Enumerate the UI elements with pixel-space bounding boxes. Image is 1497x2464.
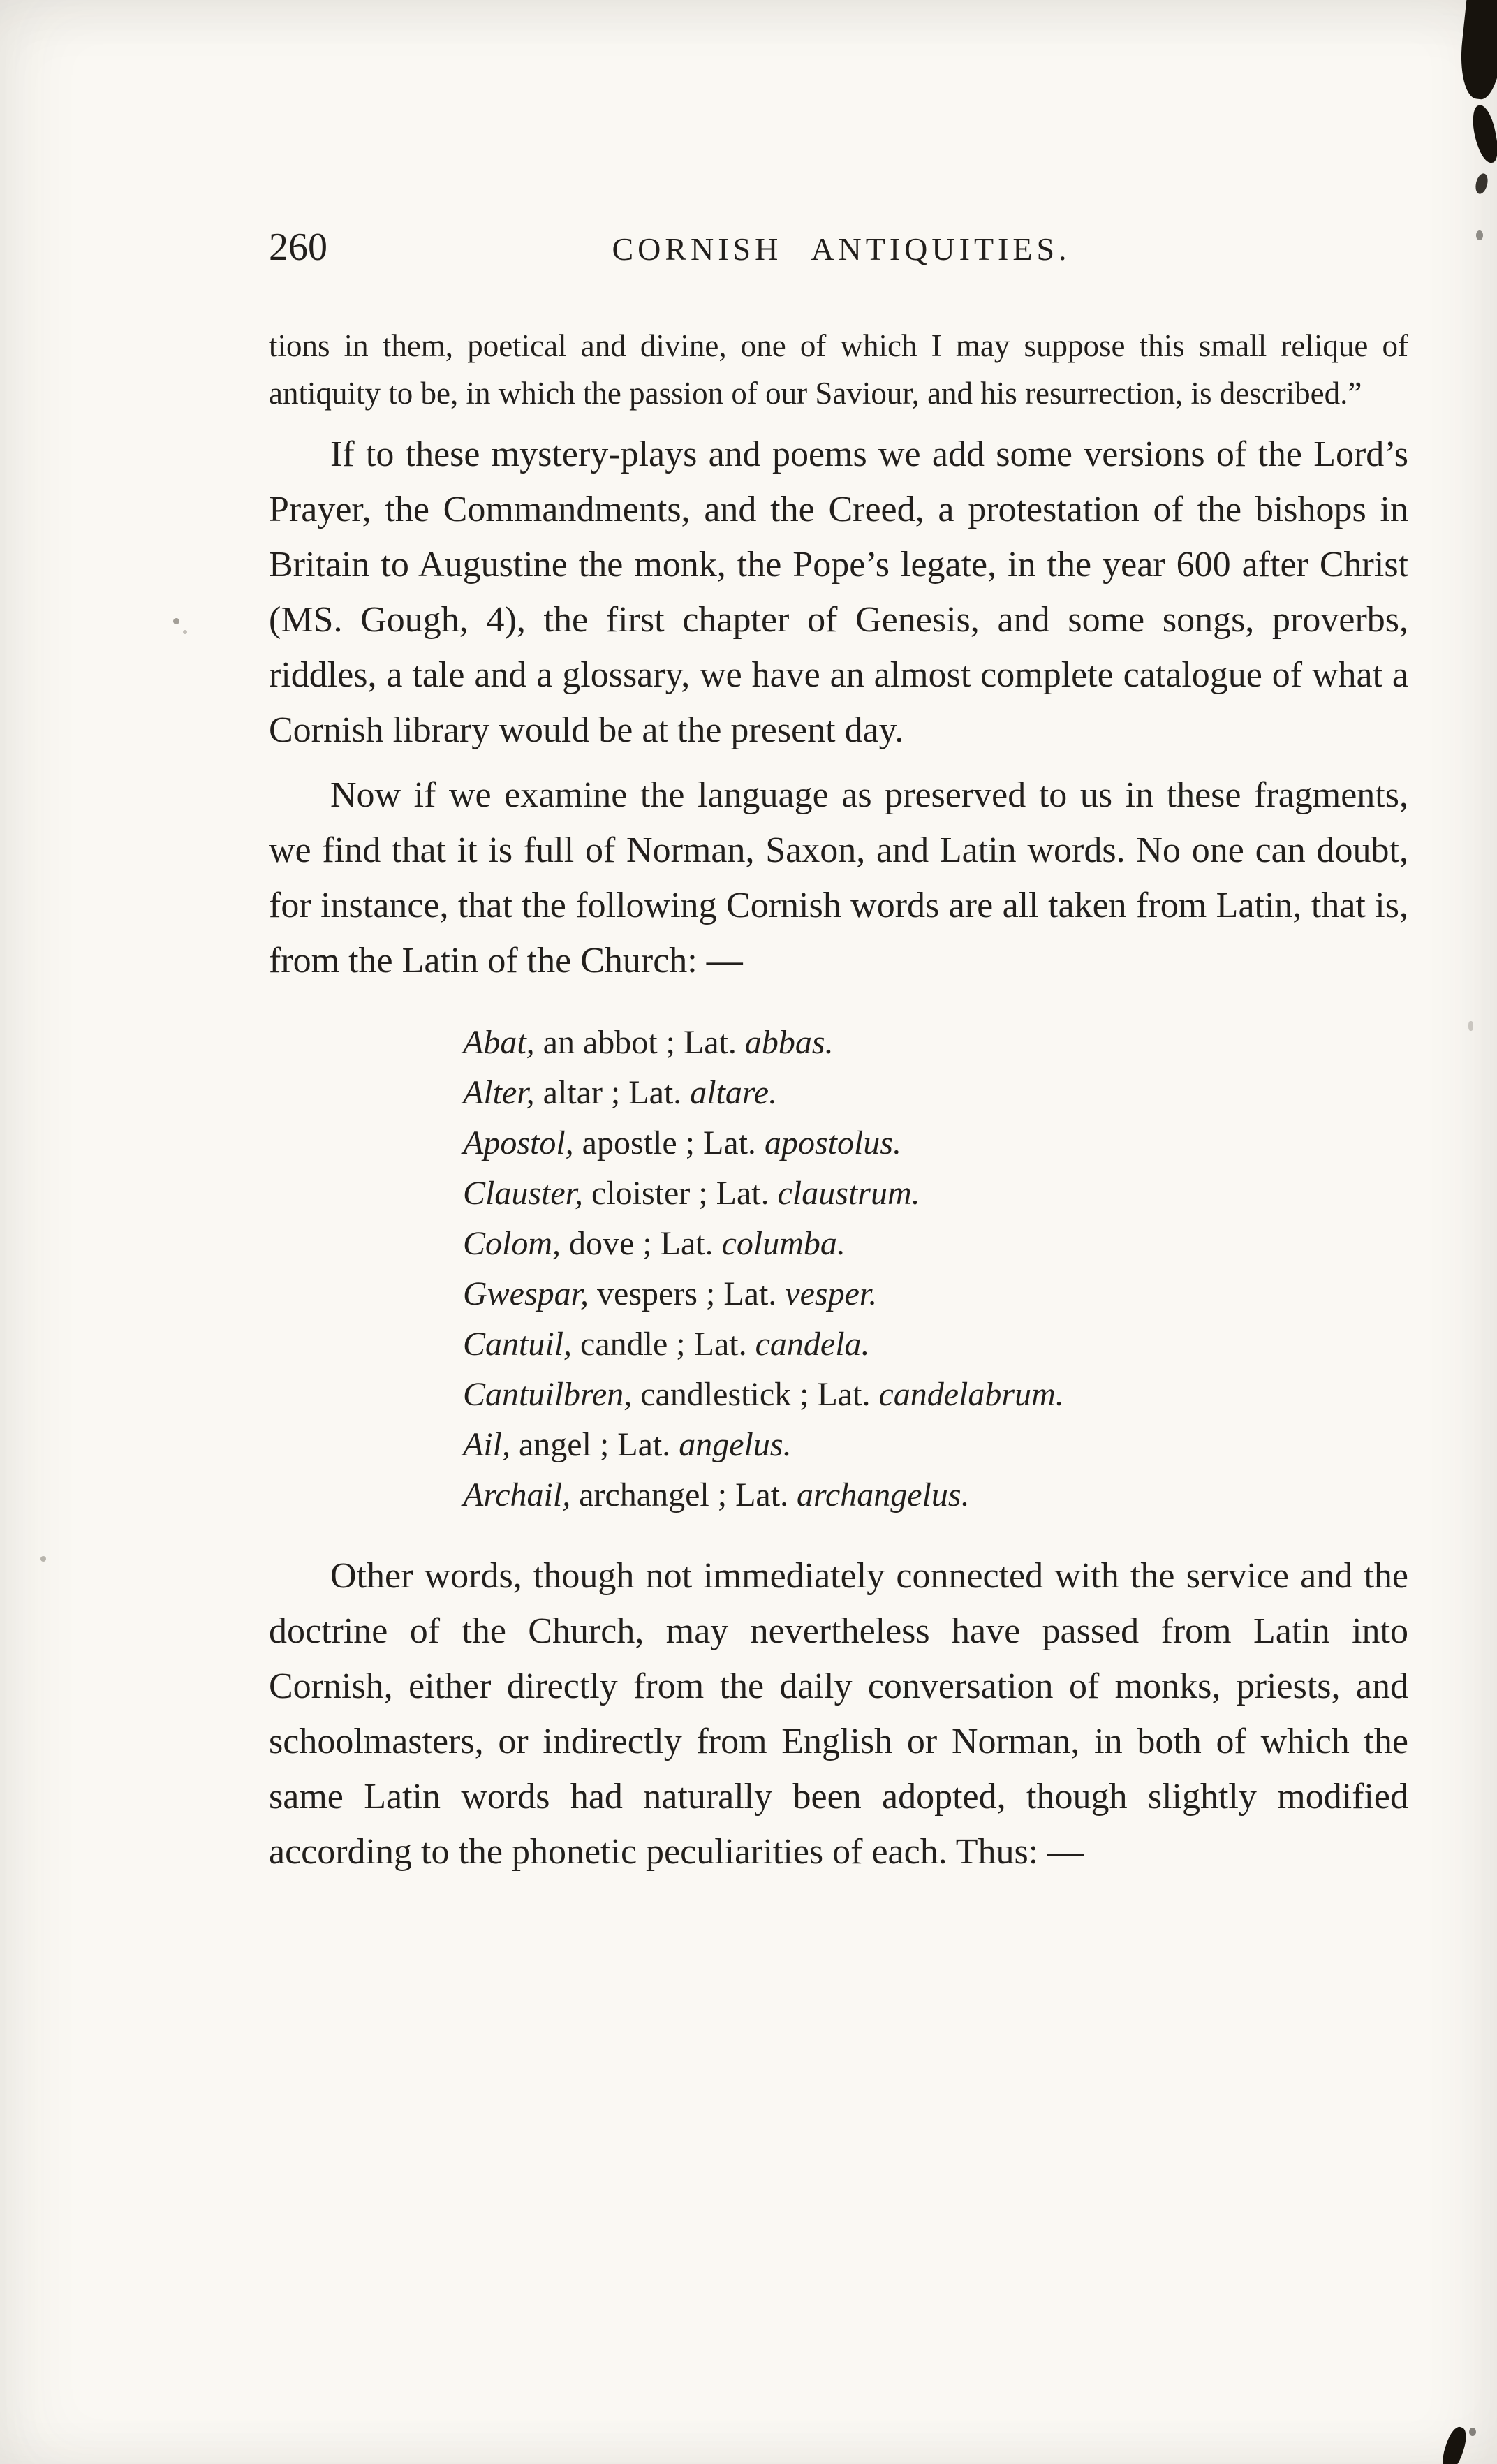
- gloss-text: dove ; Lat.: [561, 1225, 722, 1263]
- latin-word: abbas.: [744, 1024, 834, 1062]
- scan-artifact-top-right: [1474, 173, 1490, 196]
- cornish-word: Abat,: [463, 1024, 535, 1062]
- cornish-word: Archail,: [463, 1476, 571, 1514]
- latin-word: apostolus.: [764, 1124, 901, 1162]
- running-title: CORNISH ANTIQUITIES.: [612, 231, 1071, 267]
- gloss-text: candle ; Lat.: [572, 1326, 755, 1363]
- word-list-item: [463, 1420, 1408, 1470]
- scan-artifact-bottom-right: [1469, 2428, 1476, 2436]
- word-list-item: [463, 1219, 1408, 1269]
- latin-word: columba.: [721, 1225, 846, 1263]
- paragraph-quote-continuation: tions in them, poetical and divine, one of which I may suppose this small relique of antiquity to be, in which the passion of our Saviour, and his resurrection, is described.”: [269, 328, 1408, 411]
- word-list-item: [463, 1470, 1408, 1520]
- paragraph-examine-language: Now if we examine the language as preserved to us in these fragments, we find that it is full of Norman, Saxon, and Latin words. No one can doubt, for instance, that the following Cornish words are all taken from Latin, that is, from the Latin of the Church: —: [269, 775, 1408, 981]
- page-number: 260: [269, 226, 327, 269]
- scan-speckle: [183, 630, 187, 634]
- latin-word: claustrum.: [777, 1175, 920, 1212]
- word-list-item: [463, 1018, 1408, 1068]
- scan-artifact-top-right: [1457, 0, 1497, 101]
- cornish-word: Apostol,: [463, 1124, 574, 1162]
- gloss-text: an abbot ; Lat.: [534, 1024, 745, 1062]
- gloss-text: candlestick ; Lat.: [632, 1376, 879, 1414]
- cornish-word: Colom,: [463, 1225, 561, 1263]
- latin-word: archangelus.: [797, 1476, 970, 1514]
- word-list-item: [463, 1068, 1408, 1118]
- gloss-text: angel ; Lat.: [510, 1426, 679, 1464]
- scan-artifact-bottom-right: [1439, 2425, 1470, 2464]
- word-list-item: [463, 1370, 1408, 1420]
- latin-word: altare.: [690, 1074, 778, 1112]
- scan-artifact-top-right: [1470, 103, 1497, 165]
- cornish-word: Gwespar,: [463, 1275, 589, 1313]
- word-list-item: [463, 1319, 1408, 1370]
- text-block: [269, 323, 1408, 1880]
- latin-word: angelus.: [679, 1426, 792, 1464]
- latin-word: candelabrum.: [878, 1376, 1064, 1414]
- latin-word: vesper.: [785, 1275, 878, 1313]
- word-list-item: [463, 1168, 1408, 1219]
- latin-word: candela.: [755, 1326, 870, 1363]
- cornish-word: Clauster,: [463, 1175, 584, 1212]
- cornish-latin-word-list: [463, 1018, 1408, 1520]
- scan-speckle: [1468, 1021, 1473, 1031]
- scan-speckle: [173, 618, 179, 624]
- gloss-text: cloister ; Lat.: [583, 1175, 778, 1212]
- gloss-text: vespers ; Lat.: [589, 1275, 786, 1313]
- paragraph-other-words: Other words, though not immediately connected with the service and the doctrine of the Church, may nevertheless have passed from Latin into Cornish, either directly from the daily conversation of monks, priests, and schoolmasters, or indirectly from English or Norman, in both of which the same Latin words had naturally been adopted, though slightly modified according to the phonetic peculiarities of each. Thus: —: [269, 1556, 1408, 1872]
- gloss-text: altar ; Lat.: [534, 1074, 691, 1112]
- word-list-item: [463, 1118, 1408, 1168]
- gloss-text: apostle ; Lat.: [573, 1124, 765, 1162]
- cornish-word: Alter,: [463, 1074, 535, 1112]
- page-header: [269, 225, 1407, 270]
- paragraph-mystery-plays: If to these mystery-plays and poems we add some versions of the Lord’s Prayer, the Commandments, and the Creed, a protestation of the bishops in Britain to Augustine the monk, the Pope’s legate, in the year 600 after Christ (MS. Gough, 4), the first chapter of Genesis, and some songs, proverbs, riddles, a tale and a glossary, we have an almost complete catalogue of what a Cornish library would be at the present day.: [269, 434, 1408, 751]
- scan-artifact-top-right: [1476, 230, 1483, 240]
- gloss-text: archangel ; Lat.: [570, 1476, 797, 1514]
- cornish-word: Ail,: [463, 1426, 510, 1464]
- word-list-item: [463, 1269, 1408, 1319]
- cornish-word: Cantuil,: [463, 1326, 573, 1363]
- cornish-word: Cantuilbren,: [463, 1376, 633, 1414]
- scan-speckle: [40, 1556, 46, 1562]
